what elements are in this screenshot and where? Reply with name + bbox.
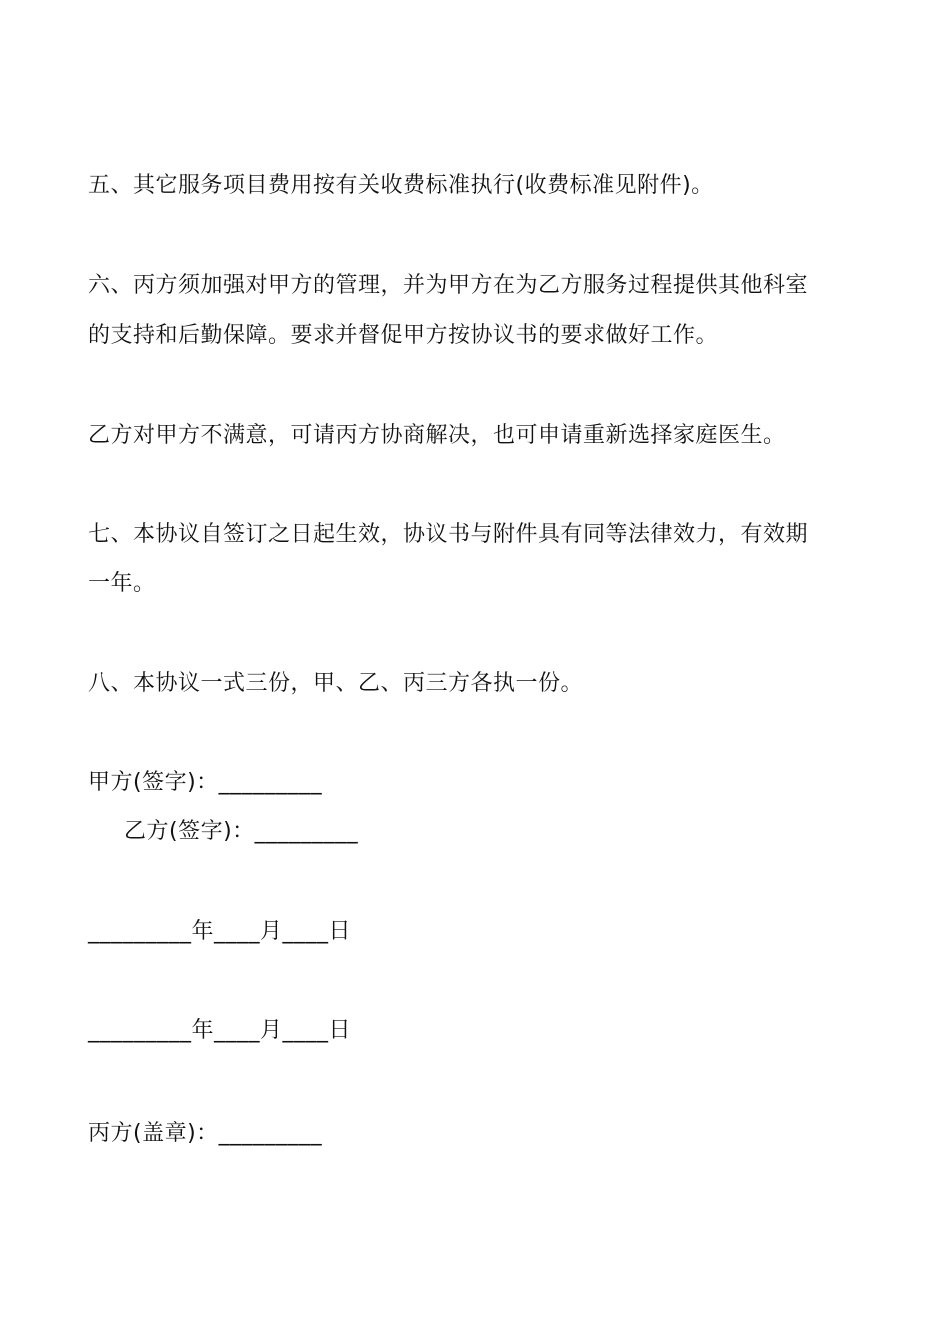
party-c-seal: 丙方(盖章)：_________: [88, 1121, 323, 1146]
clause-6-note: 乙方对甲方不满意，可请丙方协商解决，也可申请重新选择家庭医生。: [88, 423, 786, 448]
clause-8: 八、本协议一式三份，甲、乙、丙三方各执一份。: [88, 671, 584, 696]
clause-7-line-2: 一年。: [88, 571, 156, 596]
clause-7-line-1: 七、本协议自签订之日起生效，协议书与附件具有同等法律效力，有效期: [88, 522, 809, 547]
date-line-2: _________年____月____日: [88, 1018, 352, 1043]
party-b-signature: 乙方(签字)：_________: [124, 819, 359, 844]
clause-6-line-2: 的支持和后勤保障。要求并督促甲方按协议书的要求做好工作。: [88, 323, 719, 348]
clause-5: 五、其它服务项目费用按有关收费标准执行(收费标准见附件)。: [88, 173, 714, 198]
party-a-signature: 甲方(签字)：_________: [88, 770, 323, 795]
date-line-1: _________年____月____日: [88, 919, 352, 944]
clause-6-line-1: 六、丙方须加强对甲方的管理，并为甲方在为乙方服务过程提供其他科室: [88, 273, 809, 298]
